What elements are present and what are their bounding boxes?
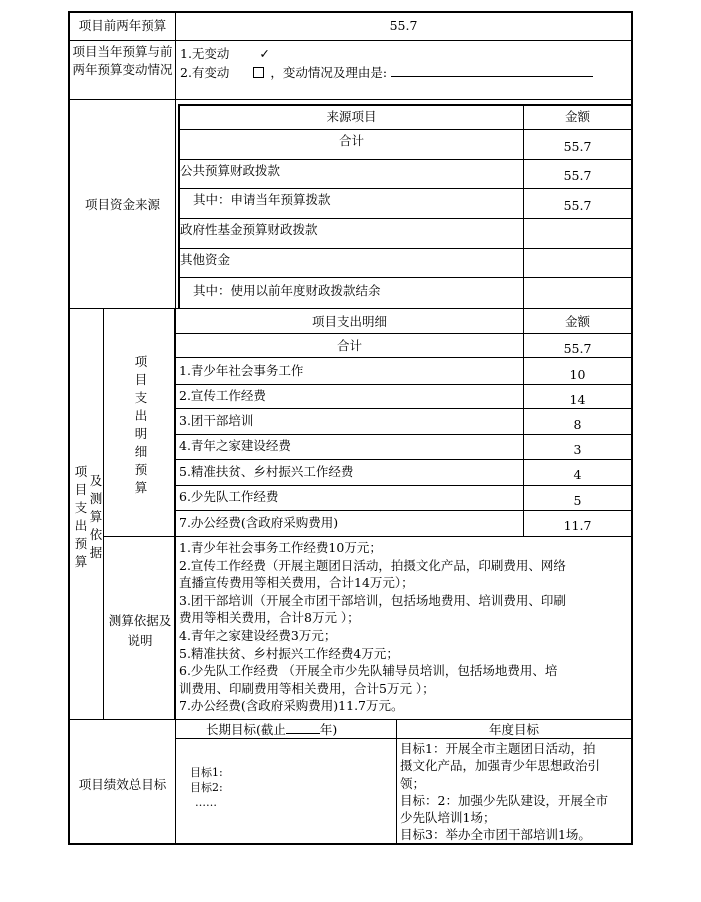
annual-goals (400, 740, 630, 844)
expenditure-header-amount: 金额 (564, 314, 590, 329)
annual-goal-line: 目标3：举办全市团干部培训1场。 (400, 827, 591, 843)
check-mark-icon: ✓ (259, 46, 270, 61)
expenditure-row-2-amount: 14 (569, 392, 586, 407)
option-no-change (180, 45, 270, 62)
funding-row-total-label: 合计 (338, 133, 364, 148)
long-term-list (190, 765, 223, 810)
long-term-prefix: 长期目标(截止 (206, 722, 286, 737)
funding-row-public-label: 公共预算财政拨款 (180, 163, 281, 178)
expenditure-basis-label: 及测算依据 (89, 473, 103, 560)
annual-goal-line: 摄文化产品，加强青少年思想政治引 (400, 758, 601, 774)
long-term-item: 目标2: (190, 781, 223, 794)
expenditure-row-4-label: 4.青年之家建设经费 (179, 438, 291, 453)
expenditure-row-6-amount: 5 (573, 493, 582, 508)
long-term-item: …… (195, 796, 217, 809)
annual-goal-line: 目标：2：加强少先队建设，开展全市 (400, 792, 608, 808)
annual-goal-line: 领； (400, 775, 426, 791)
expenditure-header-item: 项目支出明细 (311, 314, 387, 329)
expenditure-detail-label: 项目支出明细预算 (134, 354, 148, 495)
long-term-year-blank (286, 721, 320, 734)
calc-line: 5.精准扶贫、乡村振兴工作经费4万元； (179, 645, 399, 661)
expenditure-row-5-amount: 4 (573, 467, 582, 482)
calc-line: 7.办公经费(含政府采购费用)11.7万元。 (179, 698, 404, 714)
expenditure-row-5-label: 5.精准扶贫、乡村振兴工作经费 (179, 464, 354, 479)
calc-line: 4.青年之家建设经费3万元； (179, 627, 337, 643)
calc-line: 6.少先队工作经费 （开展全市少先队辅导员培训，包括场地费用、培 (179, 663, 558, 679)
expenditure-row-4-amount: 3 (573, 442, 582, 457)
funding-row-public-amount: 55.7 (563, 168, 592, 183)
annual-goal-line: 目标1：开展全市主题团日活动，拍 (400, 741, 596, 756)
prior-budget-value: 55.7 (389, 18, 418, 33)
long-term-suffix: 年) (319, 722, 338, 737)
expenditure-row-6-label: 6.少先队工作经费 (179, 489, 279, 504)
option-changed (180, 64, 593, 81)
expenditure-row-2-label: 2.宣传工作经费 (179, 388, 266, 403)
checkbox-empty-icon (253, 67, 264, 78)
expenditure-row-1-amount: 10 (569, 367, 586, 382)
funding-row-total-amount: 55.7 (563, 139, 592, 154)
budget-change-label: 项目当年预算与前两年预算变动情况 (72, 44, 173, 77)
calc-line: 直播宣传费用等相关费用，合计14万元）； (179, 575, 414, 591)
expenditure-row-7-label: 7.办公经费(含政府采购费用) (179, 515, 339, 530)
funding-label: 项目资金来源 (84, 197, 160, 212)
expenditure-row-1-label: 1.青少年社会事务工作 (179, 363, 304, 378)
expenditure-row-3-label: 3.团干部培训 (179, 413, 254, 428)
expenditure-row-3-amount: 8 (573, 417, 582, 432)
expenditure-outer-label: 项目支出预算 (74, 464, 88, 569)
prior-budget-label: 项目前两年预算 (78, 18, 167, 33)
funding-header-item: 来源项目 (326, 109, 377, 124)
calc-basis-label: 测算依据及说明 (108, 613, 172, 648)
calc-line: 费用等相关费用，合计8万元 ）； (179, 610, 360, 626)
long-term-item: 目标1: (190, 766, 223, 779)
calc-line: 2.宣传工作经费（开展主题团日活动，拍摄文化产品，印刷费用、网络 (179, 557, 566, 573)
funding-row-other-label: 其他资金 (180, 252, 231, 267)
funding-row-current-amount: 55.7 (563, 198, 592, 213)
annual-header: 年度目标 (488, 722, 539, 737)
calc-line: 3.团干部培训（开展全市团干部培训，包括场地费用、培训费用、印刷 (179, 592, 566, 608)
expenditure-row-total-label: 合计 (336, 338, 362, 353)
calc-basis-text (179, 539, 629, 715)
funding-row-current-label: 其中：申请当年预算拨款 (193, 192, 331, 207)
funding-row-surplus-label: 其中：使用以前年度财政拨款结余 (193, 283, 381, 298)
option-changed-suffix: ，变动情况及理由是: (270, 65, 388, 80)
funding-header-amount: 金额 (564, 109, 590, 124)
calc-line: 1.青少年社会事务工作经费10万元； (179, 540, 382, 555)
option-changed-label: 2.有变动 (180, 65, 230, 80)
performance-label: 项目绩效总目标 (78, 777, 167, 792)
expenditure-row-7-amount: 11.7 (563, 518, 592, 533)
funding-row-fund-label: 政府性基金预算财政拨款 (180, 222, 318, 237)
option-no-change-label: 1.无变动 (180, 46, 230, 61)
expenditure-row-total-amount: 55.7 (563, 341, 592, 356)
annual-goal-line: 少先队培训1场； (400, 810, 496, 826)
long-term-header (206, 721, 337, 738)
calc-line: 训费用、印刷费用等相关费用，合计5万元 ）； (179, 680, 435, 696)
reason-blank-line (391, 64, 593, 77)
